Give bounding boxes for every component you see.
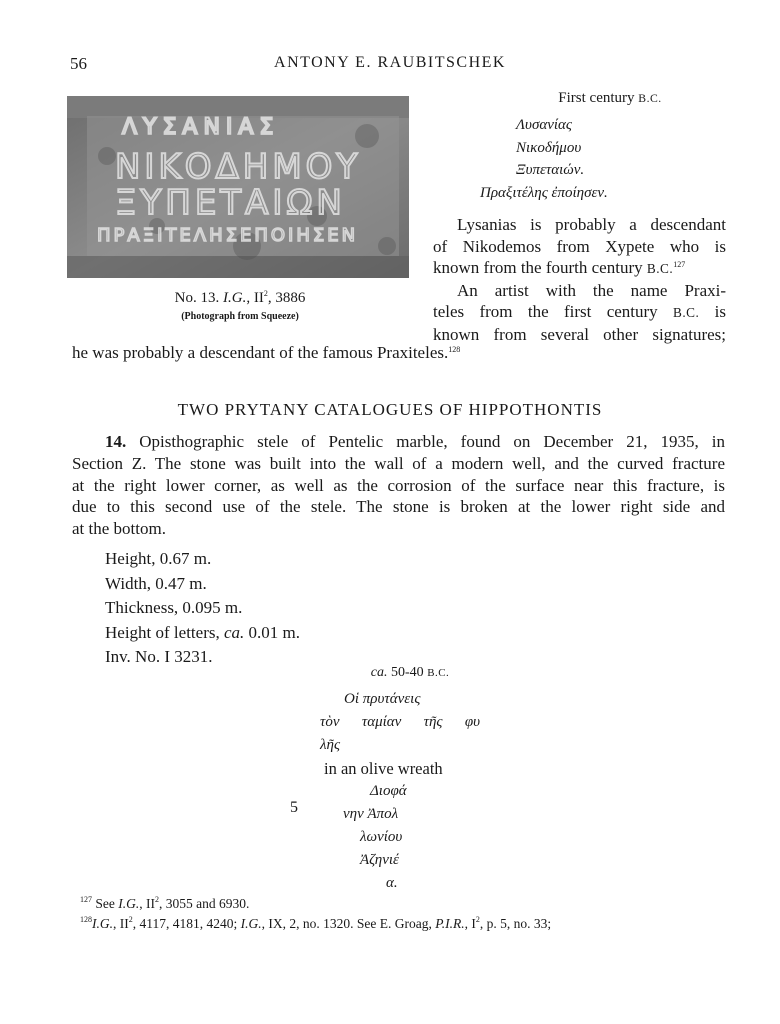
- inventory-number: Inv. No. I 3231.: [105, 647, 213, 666]
- inscription13-text: [420, 114, 720, 205]
- inscription-line: λωνίου: [360, 829, 403, 845]
- caption-ig: I.G.: [223, 290, 247, 306]
- inscription14-text: [320, 688, 480, 895]
- svg-text:ΛΥΣΑΝΙΑΣ: ΛΥΣΑΝΙΑΣ: [122, 115, 280, 140]
- caption-rest: , II: [246, 290, 264, 306]
- svg-text:ΞΥΠΕΤΑΙΩΝ: ΞΥΠΕΤΑΙΩΝ: [115, 183, 346, 223]
- text-line: An artist with the name Praxi-: [457, 280, 726, 300]
- dimension-letters: [105, 621, 300, 646]
- stone-photo-image: [67, 96, 409, 278]
- era: B.C.: [646, 261, 674, 276]
- inscription-line: Νικοδήμου: [516, 139, 582, 156]
- section-heading: TWO PRYTANY CATALOGUES OF HIPPOTHONTIS: [177, 400, 603, 419]
- fn-ig: I.G.: [118, 896, 140, 911]
- line-end: is: [699, 302, 727, 321]
- inscription13-date: [520, 90, 700, 107]
- line-text: teles from the first century: [433, 302, 674, 321]
- svg-text:ΠΡΑΞΙΤΕΛΗΣΕΠΟΙΗΣΕΝ: ΠΡΑΞΙΤΕΛΗΣΕΠΟΙΗΣΕΝ: [97, 225, 359, 246]
- text-line: due to this second use of the stele. The stone is broken at the lower right side and: [72, 497, 725, 517]
- running-title: ANTONY E. RAUBITSCHEK: [274, 54, 506, 71]
- text-line: [433, 257, 726, 280]
- letters-ca: ca.: [223, 622, 245, 642]
- fn-text: , II: [113, 916, 129, 931]
- inscription-line: τὸν ταμίαν τῆς φυ: [320, 714, 480, 730]
- footnote-number: 127: [80, 895, 92, 904]
- fn-text: , I: [464, 916, 476, 931]
- line-text: known from the fourth century: [433, 258, 647, 277]
- inscription-line: Ξυπεταιών.: [516, 162, 585, 179]
- fn-text: , II: [139, 896, 155, 911]
- fn-text: , p. 5, no. 33;: [479, 916, 552, 931]
- inscription-line: in an olive wreath: [324, 759, 443, 778]
- date-ca: ca.: [370, 665, 388, 680]
- text-line: at the bottom.: [72, 519, 166, 539]
- footnote-ref-128[interactable]: 128: [448, 345, 461, 354]
- fn-text: , IX, 2, no. 1320. See E. Groag,: [261, 916, 436, 931]
- paragraph-lysanias: [433, 214, 726, 345]
- stele-dimensions: [105, 547, 300, 670]
- text-line: Section Z. The stone was built into the wall of a modern well, and the curved fracture: [72, 453, 725, 473]
- fn-ig: I.G.: [92, 916, 113, 931]
- date-years: 50-40: [387, 665, 428, 680]
- text-line: of Nikodemos from Xypete who is: [433, 236, 726, 256]
- inscription-line: Λυσανίας: [516, 117, 573, 133]
- inscription-line-number: 5: [290, 799, 298, 816]
- dimension-width: Width, 0.47 m.: [105, 573, 207, 593]
- date-era: B.C.: [427, 667, 450, 679]
- caption-prefix: No. 13.: [174, 290, 223, 306]
- entry-14-description: [72, 431, 725, 540]
- text-line: [433, 301, 726, 324]
- svg-text:ΝΙΚΟΔΗΜΟΥ: ΝΙΚΟΔΗΜΟΥ: [115, 147, 362, 187]
- inscription-line: Οἱ πρυτάνεις: [344, 691, 421, 707]
- text-line: at the right lower corner, as well as the corrosion of the surface near this fracture, is: [72, 475, 725, 495]
- footnote-128: [80, 916, 730, 932]
- dimension-height: Height, 0.67 m.: [105, 549, 212, 568]
- figure-caption: [100, 290, 380, 307]
- fn-pir: P.I.R.: [435, 916, 465, 931]
- caption-number: , 3886: [267, 290, 306, 306]
- figure-caption-note: (Photograph from Squeeze): [181, 311, 299, 322]
- fn-text: See: [92, 896, 119, 911]
- dimension-thickness: Thickness, 0.095 m.: [105, 598, 243, 617]
- letters-prefix: Height of letters,: [105, 622, 224, 642]
- footnote-number: 128: [80, 915, 92, 924]
- line-text: Opisthographic stele of Pentelic marble, found on December 21, 1935, in: [139, 432, 725, 451]
- inscription-photo: [67, 96, 409, 278]
- inscription-line: α.: [386, 875, 398, 891]
- text-line: [72, 431, 725, 453]
- era: B.C.: [673, 305, 700, 320]
- inscription-line: λῆς: [320, 737, 341, 753]
- fn-sup: 2: [155, 895, 159, 904]
- fn-ig: I.G.: [240, 916, 262, 931]
- entry-number: 14.: [105, 432, 127, 451]
- footnote-ref-127[interactable]: 127: [673, 260, 686, 269]
- inscription-line: Διοφά: [370, 783, 407, 799]
- caption-sup: 2: [263, 289, 268, 298]
- fn-text: , 3055 and 6930.: [159, 896, 250, 911]
- letters-value: 0.01 m.: [244, 622, 300, 642]
- text-line: known from several other signatures;: [433, 324, 726, 344]
- page-number: 56: [70, 54, 87, 73]
- inscription14-date: [330, 665, 490, 681]
- fn-sup: 2: [128, 915, 133, 924]
- fn-sup: 2: [475, 915, 480, 924]
- text-line: Lysanias is probably a descendant: [457, 215, 726, 234]
- fn-text: , 4117, 4181, 4240;: [132, 916, 241, 931]
- line-text: he was probably a descendant of the famous Praxiteles.: [72, 343, 449, 362]
- inscription-line: Ἀζηνιέ: [360, 852, 399, 868]
- inscription-line: Πραξιτέλης ἐποίησεν.: [480, 185, 608, 202]
- date-era: B.C.: [638, 92, 662, 105]
- footnote-127: [80, 896, 730, 912]
- date-text: First century: [558, 90, 639, 106]
- paragraph-lysanias-end: [72, 343, 460, 363]
- inscription-line: νην Ἀπολ: [343, 806, 399, 822]
